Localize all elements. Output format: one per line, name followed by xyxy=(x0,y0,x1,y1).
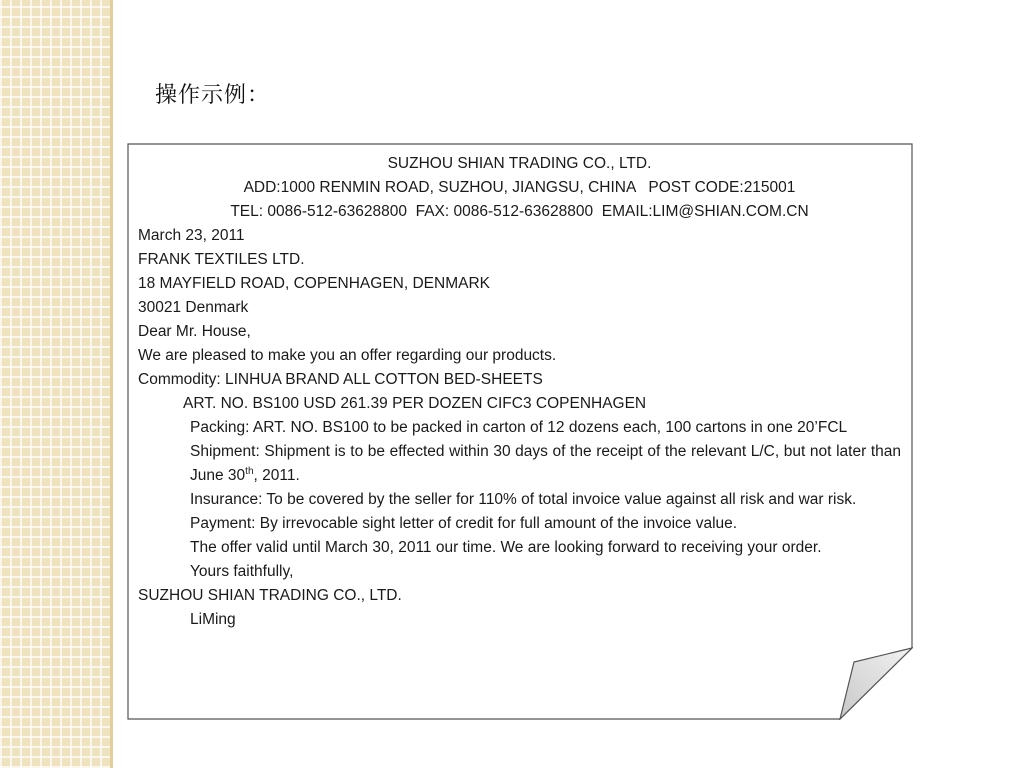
decorative-side-strip xyxy=(0,0,113,768)
offer-letter xyxy=(138,152,901,632)
insurance-paragraph: Insurance: To be covered by the seller for 110% of total invoice value against all risk and war risk. xyxy=(190,491,857,508)
letter-date: March 23, 2011 xyxy=(138,227,245,244)
letter-note xyxy=(127,143,913,720)
shipment-year: , 2011. xyxy=(253,467,300,484)
commodity-line: Commodity: LINHUA BRAND ALL COTTON BED-SHEETS xyxy=(138,371,543,388)
header-contact: TEL: 0086-512-63628800 FAX: 0086-512-63628800 EMAIL:LIM@SHIAN.COM.CN xyxy=(230,203,809,220)
shipment-text: Shipment: Shipment is to be effected within 30 days of the receipt of the relevant L/C, but not later than June 30 xyxy=(190,443,901,484)
recipient-address: 18 MAYFIELD ROAD, COPENHAGEN, DENMARK xyxy=(138,275,490,292)
recipient-company: FRANK TEXTILES LTD. xyxy=(138,251,305,268)
closing-line: Yours faithfully, xyxy=(190,563,294,580)
payment-paragraph: Payment: By irrevocable sight letter of credit for full amount of the invoice value. xyxy=(190,515,738,532)
header-address: ADD:1000 RENMIN ROAD, SUZHOU, JIANGSU, CHINA POST CODE:215001 xyxy=(243,179,796,196)
salutation: Dear Mr. House, xyxy=(138,323,251,340)
validity-paragraph: The offer valid until March 30, 2011 our time. We are looking forward to receiving your order. xyxy=(190,539,822,556)
slide-title: 操作示例： xyxy=(155,83,271,108)
recipient-postal: 30021 Denmark xyxy=(138,299,249,316)
article-line: ART. NO. BS100 USD 261.39 PER DOZEN CIFC3 COPENHAGEN xyxy=(183,395,647,412)
packing-paragraph: Packing: ART. NO. BS100 to be packed in carton of 12 dozens each, 100 cartons in one 20’FCL xyxy=(190,419,848,436)
shipment-paragraph xyxy=(138,440,901,488)
intro-paragraph: We are pleased to make you an offer regarding our products. xyxy=(138,347,557,364)
signature-company: SUZHOU SHIAN TRADING CO., LTD. xyxy=(138,587,402,604)
header-company: SUZHOU SHIAN TRADING CO., LTD. xyxy=(387,155,652,172)
signature-name: LiMing xyxy=(190,611,236,628)
shipment-ordinal: th xyxy=(245,465,254,477)
